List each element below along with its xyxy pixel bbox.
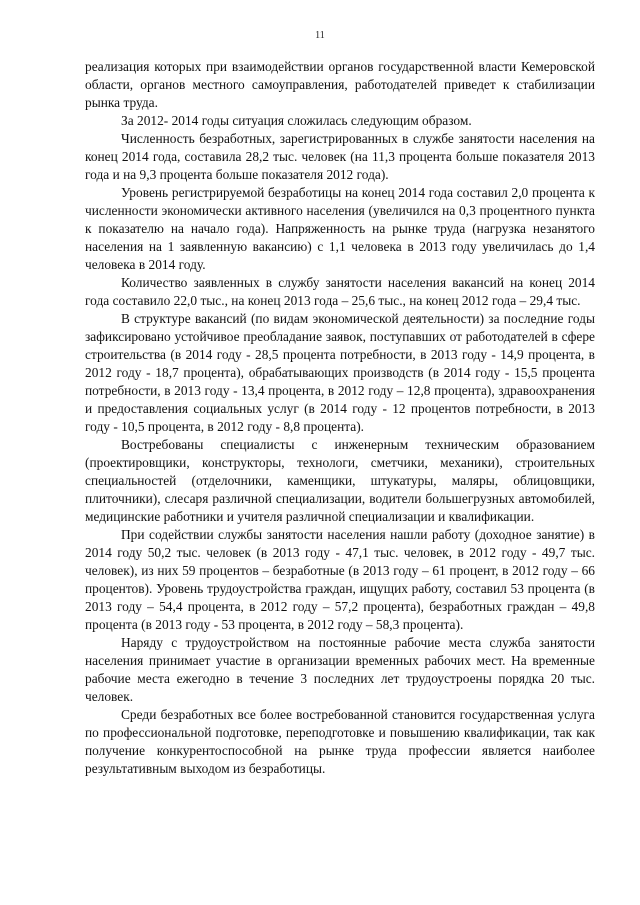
paragraph-3: Численность безработных, зарегистрированных в службе занятости населения на конец 2014 года, составила 28,2 тыс. человек (на 11,3 процента больше показателя 2013 года и на 9,3 процента больше показателя 2012 года). [85, 131, 595, 182]
paragraph-7: Востребованы специалисты с инженерным техническим образованием (проектировщики, конструкторы, технологи, сметчики, механики), строительных специальностей (отделочники, каменщики, штукатуры, маляры, облицовщики, плиточники), слесаря различной специализации, водители большегрузных автомобилей, медицинские работники и учителя различной специализации и квалификации. [85, 437, 595, 524]
paragraph-10: Среди безработных все более востребованной становится государственная услуга по профессиональной подготовке, переподготовке и повышению квалификации, так как получение конкурентоспособной на рынке труда профессии является наиболее результативным выходом из безработицы. [85, 707, 595, 776]
paragraph-2: За 2012- 2014 годы ситуация сложилась следующим образом. [121, 113, 472, 128]
paragraph-9: Наряду с трудоустройством на постоянные рабочие места служба занятости населения принимает участие в организации временных рабочих мест. На временные рабочие места ежегодно в течение 3 последних лет трудоустроены порядка 20 тыс. человек. [85, 635, 595, 704]
document-body [85, 58, 595, 778]
paragraph-6: В структуре вакансий (по видам экономической деятельности) за последние годы зафиксировано устойчивое преобладание заявок, поступавших от работодателей в сфере строительства (в 2014 году - 28,5 процента потребности, в 2013 году - 14,9 процента, в 2012 году - 18,7 процента), обрабатывающих производств (в 2014 году - 15,5 процента потребности, в 2013 году - 13,4 процента, в 2012 году – 12,8 процента), здравоохранения и предоставления социальных услуг (в 2014 году - 12 процентов потребности, в 2013 году - 10,5 процента, в 2012 году - 8,8 процента). [85, 311, 595, 434]
page-number: 11 [315, 30, 325, 41]
paragraph-8: При содействии службы занятости населения нашли работу (доходное занятие) в 2014 году 50,2 тыс. человек (в 2013 году - 47,1 тыс. человек, в 2012 году - 49,7 тыс. человек), из них 59 процентов – безработные (в 2013 году – 61 процент, в 2012 году – 66 процентов). Уровень трудоустройства граждан, ищущих работу, составил 53 процента (в 2013 году – 54,4 процента, в 2012 году – 57,2 процента), безработных граждан – 49,8 процента (в 2013 году - 53 процента, в 2012 году – 58,3 процента). [85, 527, 595, 632]
paragraph-4: Уровень регистрируемой безработицы на конец 2014 года составил 2,0 процента к численности экономически активного населения (увеличился на 0,3 процентного пункта к показателю на начало года). Напряженность на рынке труда (нагрузка незанятого населения на 1 заявленную вакансию) с 1,1 человека в 2013 году увеличилась до 1,4 человека в 2014 году. [85, 185, 595, 272]
paragraph-1: реализация которых при взаимодействии органов государственной власти Кемеровской области, органов местного самоуправления, работодателей приведет к стабилизации рынка труда. [85, 59, 595, 110]
paragraph-5: Количество заявленных в службу занятости населения вакансий на конец 2014 года составило 22,0 тыс., на конец 2013 года – 25,6 тыс., на конец 2012 года – 29,4 тыс. [85, 275, 595, 308]
